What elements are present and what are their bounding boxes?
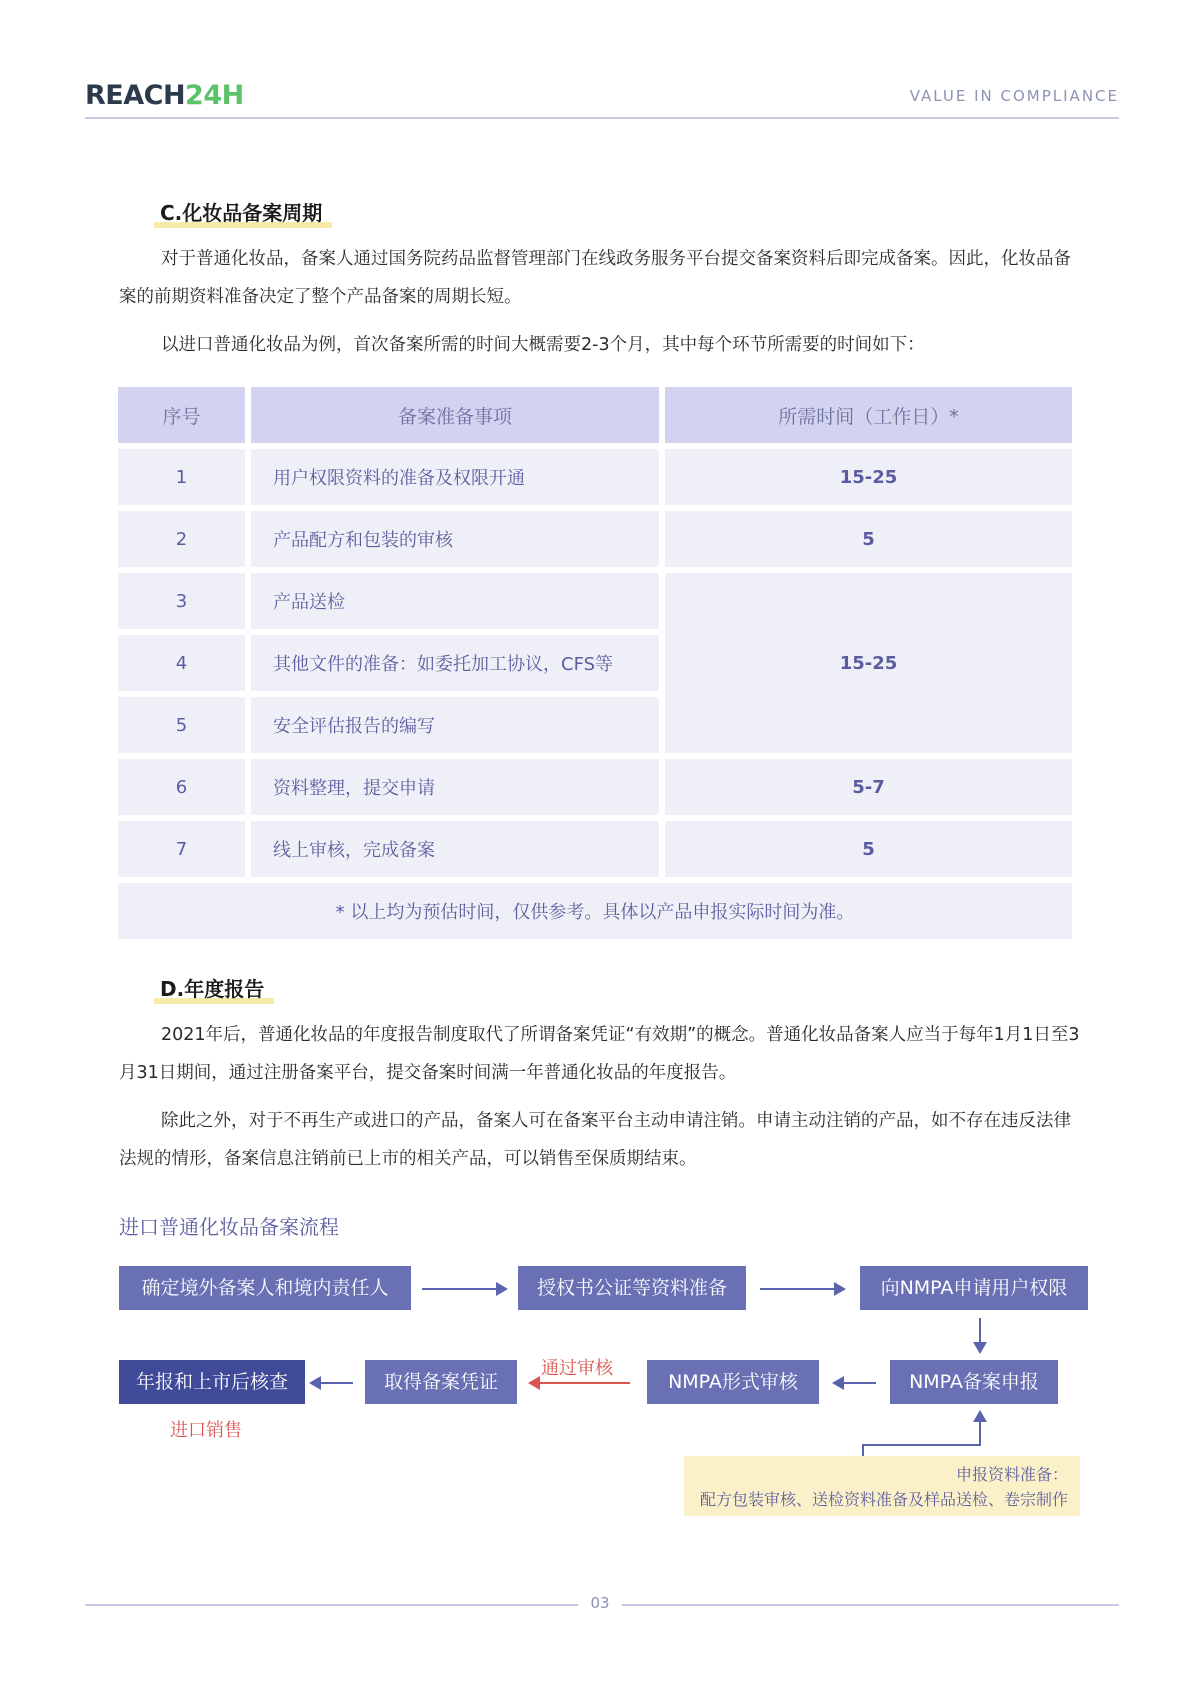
step-annual-box: 年报和上市后核查 xyxy=(119,1360,305,1404)
flow-title: 进口普通化妆品备案流程 xyxy=(119,1215,339,1239)
footer-divider-right xyxy=(622,1604,1119,1606)
section-d-paragraph-1: 2021年后，普通化妆品的年度报告制度取代了所谓备案凭证“有效期”的概念。普通化妆品备案人应当于每年1月1日至3月31日期间，通过注册备案平台，提交备案时间满一年普通化妆品的年度报告。 xyxy=(119,1025,1080,1083)
row-number: 5 xyxy=(118,697,245,753)
arrow-left-icon xyxy=(311,1382,353,1384)
section-c-paragraph-2: 以进口普通化妆品为例，首次备案所需的时间大概需要2-3个月，其中每个环节所需要的时间如下： xyxy=(161,335,925,355)
page-number: 03 xyxy=(590,1594,610,1612)
section-c-paragraph-1: 对于普通化妆品，备案人通过国务院药品监督管理部门在线政务服务平台提交备案资料后即完成备案。因此，化妆品备案的前期资料准备决定了整个产品备案的周期长短。 xyxy=(119,249,1071,307)
prep-title: 申报资料准备： xyxy=(955,1465,1068,1484)
table-row xyxy=(118,449,1072,505)
section-c-title: C.化妆品备案周期 xyxy=(160,197,322,226)
table-row xyxy=(118,821,1072,877)
row-item: 产品配方和包装的审核 xyxy=(251,511,659,567)
row-number: 1 xyxy=(118,449,245,505)
row-number: 7 xyxy=(118,821,245,877)
section-d-paragraph-2: 除此之外，对于不再生产或进口的产品，备案人可在备案平台主动申请注销。申请主动注销的产品，如不存在违反法律法规的情形，备案信息注销前已上市的相关产品，可以销售至保质期结束。 xyxy=(119,1111,1071,1169)
row-item: 安全评估报告的编写 xyxy=(251,697,659,753)
row-item: 资料整理，提交申请 xyxy=(251,759,659,815)
filing-schedule-table xyxy=(112,381,1078,945)
logo-main-text: REACH xyxy=(85,80,186,111)
arrow-up-icon xyxy=(979,1412,981,1446)
row-time-merged: 15-25 xyxy=(665,573,1072,753)
table-header-row xyxy=(118,387,1072,443)
row-number: 2 xyxy=(118,511,245,567)
prep-materials-box xyxy=(684,1456,1080,1516)
pass-review-label: 通过审核 xyxy=(541,1358,613,1379)
arrow-left-icon xyxy=(834,1382,876,1384)
connector-line xyxy=(862,1444,981,1446)
step-apply-nmpa-box: 向NMPA申请用户权限 xyxy=(860,1266,1088,1310)
footer-divider-left xyxy=(85,1604,578,1606)
row-item: 用户权限资料的准备及权限开通 xyxy=(251,449,659,505)
step-confirm-box: 确定境外备案人和境内责任人 xyxy=(119,1266,411,1310)
row-number: 4 xyxy=(118,635,245,691)
arrow-down-icon xyxy=(979,1318,981,1352)
arrow-right-icon xyxy=(760,1288,844,1290)
import-sale-label: 进口销售 xyxy=(170,1420,242,1441)
row-item: 线上审核，完成备案 xyxy=(251,821,659,877)
prep-detail: 配方包装审核、送检资料准备及样品送检、卷宗制作 xyxy=(699,1490,1068,1509)
table-row xyxy=(118,573,1072,629)
step-review-box: NMPA形式审核 xyxy=(647,1360,819,1404)
row-number: 3 xyxy=(118,573,245,629)
row-number: 6 xyxy=(118,759,245,815)
table-note: * 以上均为预估时间，仅供参考。具体以产品申报实际时间为准。 xyxy=(118,883,1072,939)
row-item: 其他文件的准备：如委托加工协议，CFS等 xyxy=(251,635,659,691)
row-time: 5 xyxy=(665,511,1072,567)
table-row xyxy=(118,511,1072,567)
logo-accent-text: 24H xyxy=(185,80,244,111)
row-time: 5 xyxy=(665,821,1072,877)
arrow-right-icon xyxy=(422,1288,506,1290)
arrow-left-pass-icon xyxy=(530,1382,630,1384)
row-time: 15-25 xyxy=(665,449,1072,505)
header-tagline: VALUE IN COMPLIANCE xyxy=(909,87,1119,105)
row-item: 产品送检 xyxy=(251,573,659,629)
section-d-title: D.年度报告 xyxy=(160,973,264,1002)
step-certificate-box: 取得备案凭证 xyxy=(365,1360,517,1404)
step-filing-box: NMPA备案申报 xyxy=(890,1360,1058,1404)
step-authorize-box: 授权书公证等资料准备 xyxy=(518,1266,746,1310)
header-number: 序号 xyxy=(118,387,245,443)
row-time: 5-7 xyxy=(665,759,1072,815)
table-row xyxy=(118,759,1072,815)
header-time: 所需时间（工作日）* xyxy=(665,387,1072,443)
company-logo xyxy=(85,80,244,111)
header-item: 备案准备事项 xyxy=(251,387,659,443)
table-note-row xyxy=(118,883,1072,939)
header-divider xyxy=(85,117,1119,119)
